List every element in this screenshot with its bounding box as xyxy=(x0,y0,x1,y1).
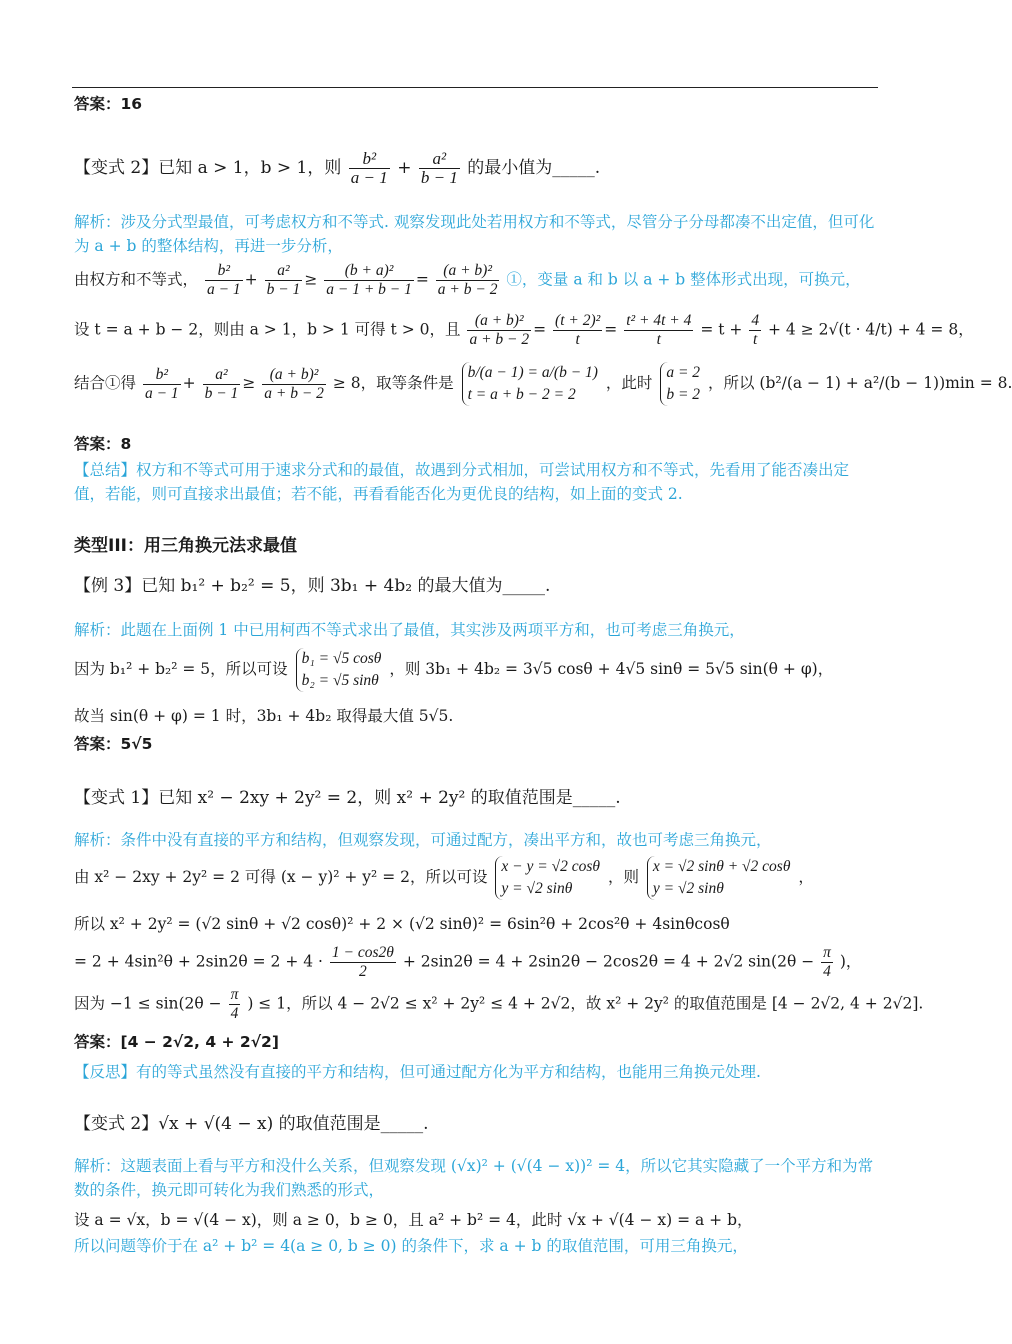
numerator: 4 xyxy=(751,312,760,329)
section-heading: 类型III：用三角换元法求最值 xyxy=(74,536,297,556)
numerator: a² xyxy=(419,150,460,169)
numerator: t² + 4t + 4 xyxy=(626,312,692,329)
answer-line: 答案：16 xyxy=(74,95,143,113)
solution-text: 因为 −1 ≤ sin(2θ − xyxy=(74,994,222,1013)
numerator: (a + b)² xyxy=(436,262,500,281)
solution-line xyxy=(74,944,878,981)
answer-line: 答案：[4 − 2√2, 4 + 2√2] xyxy=(74,1033,279,1051)
numerator: (a + b)² xyxy=(262,366,326,385)
question-variant-1: 【变式 1】已知 x² − 2xy + 2y² = 2，则 x² + 2y² 的取值范围是_____. xyxy=(74,788,621,808)
solution-text: 由权方和不等式， xyxy=(74,270,199,289)
solution-text: ①，变量 a 和 b 以 a + b 整体形式出现，可换元， xyxy=(506,270,861,289)
numerator: a² xyxy=(265,262,303,281)
denominator: t xyxy=(753,331,758,348)
numerator: b² xyxy=(349,150,390,169)
equation-system xyxy=(660,362,700,406)
numerator: b² xyxy=(143,366,181,385)
solution-text: 设 t = a + b − 2，则由 a > 1，b > 1 可得 t > 0，且 xyxy=(74,320,461,339)
numerator: (a + b)² xyxy=(467,312,531,331)
answer-line: 答案：8 xyxy=(74,435,132,453)
solution-line xyxy=(74,986,924,1023)
fraction xyxy=(262,366,326,403)
question-variant-2b: 【变式 2】√x + √(4 − x) 的取值范围是_____. xyxy=(74,1114,429,1134)
system-row: t = a + b − 2 = 2 xyxy=(467,386,576,403)
analysis-paragraph: 解析：此题在上面例 1 中已用柯西不等式求出了最值，其实涉及两项平方和，也可考虑三角换元， xyxy=(74,621,745,639)
solution-text: 结合①得 xyxy=(74,374,137,392)
numerator: (b + a)² xyxy=(324,262,414,281)
solution-line: 故当 sin(θ + φ) = 1 时，3b₁ + 4b₂ 取得最大值 5√5. xyxy=(74,707,454,725)
denominator: b − 1 xyxy=(420,168,458,187)
equation-system xyxy=(495,856,600,900)
denominator: 4 xyxy=(230,1005,239,1022)
system-row: b₁ = √5 cosθ xyxy=(301,650,382,667)
solution-line: 所以 x² + 2y² = (√2 sinθ + √2 cosθ)² + 2 × (√2 sinθ)² = 6sin²θ + 2cos²θ + 4sinθcosθ xyxy=(74,915,730,933)
header-rule xyxy=(72,87,878,88)
fraction xyxy=(265,262,303,299)
denominator: a − 1 xyxy=(350,168,388,187)
numerator: 1 − cos2θ xyxy=(331,944,394,961)
fraction xyxy=(419,150,460,187)
fraction xyxy=(143,366,181,403)
denominator: t xyxy=(575,331,580,348)
denominator: a + b − 2 xyxy=(437,281,498,298)
solution-text: 由 x² − 2xy + 2y² = 2 可得 (x − y)² + y² = 2，所以可设 xyxy=(74,868,488,886)
fraction xyxy=(467,312,531,349)
system-row: b = 2 xyxy=(666,386,701,403)
solution-text: )， xyxy=(839,952,862,971)
system-row: y = √2 sinθ xyxy=(652,880,724,897)
solution-line: 所以问题等价于在 a² + b² = 4(a ≥ 0, b ≥ 0) 的条件下，求 a + b 的取值范围，可用三角换元， xyxy=(74,1237,748,1255)
denominator: 2 xyxy=(359,963,367,980)
solution-text: + 4 ≥ 2√(t · 4/t) + 4 = 8， xyxy=(768,320,974,339)
solution-line: 由权方和不等式， $\frac{\text{b²}}{a - 1}$ + $\frac{\text{a²}}{b - 1}$ ≥ $\frac{\text{(b + a)²}}{a - 1 + b - 1}$ = $\frac{\text{(a + b)²}}{a + b - 2}$ ①，变量 a 和 b 以 a + b 整体形式出现，可换元， xyxy=(74,262,861,298)
denominator: b − 1 xyxy=(266,281,301,298)
solution-text: ，则 3b₁ + 4b₂ = 3√5 cosθ + 4√5 sinθ = 5√5 sin(θ + φ)， xyxy=(389,660,834,678)
system-row: b/(a − 1) = a/(b − 1) xyxy=(467,364,598,381)
fraction xyxy=(624,312,693,349)
denominator: a − 1 + b − 1 xyxy=(326,281,412,298)
fraction xyxy=(229,986,241,1023)
solution-text: ，此时 xyxy=(605,374,653,392)
equation-system xyxy=(462,362,598,406)
reflection-paragraph: 【反思】有的等式虽然没有直接的平方和结构，但可通过配方化为平方和结构，也能用三角换元处理. xyxy=(74,1063,761,1081)
numerator: π xyxy=(823,944,831,961)
fraction xyxy=(821,944,833,981)
solution-text: = 2 + 4sin²θ + 2sin2θ = 2 + 4 · xyxy=(74,952,323,971)
denominator: b − 1 xyxy=(204,384,239,402)
system-row: b₂ = √5 sinθ xyxy=(301,672,379,689)
solution-text: + 2sin2θ = 4 + 2sin2θ − 2cos2θ = 4 + 2√2 sin(2θ − xyxy=(402,952,815,971)
fraction xyxy=(203,366,241,403)
solution-text: ，则 xyxy=(607,868,639,886)
denominator: a + b − 2 xyxy=(264,384,324,402)
answer-line: 答案：5√5 xyxy=(74,735,153,753)
solution-line: 设 t = a + b − 2，则由 a > 1，b > 1 可得 t > 0，且 $\frac{\text{(a + b)²}}{a + b - 2}$ = $\frac{\text{(t + 2)²}}{t}$ = $\frac{\text{t² + 4t + 4}}{t}$ = t + $\frac{4}{t}$ + 4 ≥ 2√(t · 4/t) + 4 = 8， xyxy=(74,312,974,348)
solution-text: ) ≤ 1，所以 4 − 2√2 ≤ x² + 2y² ≤ 4 + 2√2，故 x² + 2y² 的取值范围是 [4 − 2√2, 4 + 2√2]. xyxy=(247,994,924,1013)
solution-line: 结合①得 $\frac{\text{b²}}{a - 1}$ + $\frac{\text{a²}}{b - 1}$ ≥ $\frac{\text{(a + b)²}}{a + b - 2}$ ≥ 8，取等条件是 b/(a − 1) = a/(b − 1) t = a + b − 2 = 2 ，此时 a = 2 b = 2 ，所以 (b²/(a − 1) + a²/(b − 1))min = 8. xyxy=(74,362,878,406)
solution-text: 因为 b₁² + b₂² = 5，所以可设 xyxy=(74,660,288,678)
fraction xyxy=(749,312,761,349)
fraction xyxy=(436,262,500,299)
question-text: 的最小值为_____. xyxy=(467,158,601,178)
denominator: a + b − 2 xyxy=(469,331,530,348)
solution-text: ， xyxy=(798,868,814,886)
solution-text: ≥ 8，取等条件是 xyxy=(332,374,454,392)
solution-line xyxy=(74,648,878,692)
question-variant-2 xyxy=(74,150,878,187)
operator: + xyxy=(397,158,412,178)
summary-paragraph: 【总结】权方和不等式可用于速求分式和的最值，故遇到分式相加，可尝试用权方和不等式，先看用了能否凑出定值，若能，则可直接求出最值；若不能，再看看能否化为更优良的结构，如上面的变式 2. xyxy=(74,461,850,503)
fraction xyxy=(330,944,396,981)
system-row: y = √2 sinθ xyxy=(501,880,573,897)
question-text: 【变式 2】已知 a > 1，b > 1，则 xyxy=(74,158,342,178)
question-example-3: 【例 3】已知 b₁² + b₂² = 5，则 3b₁ + 4b₂ 的最大值为_____. xyxy=(74,576,551,596)
fraction xyxy=(324,262,414,299)
analysis-paragraph: 解析：这题表面上看与平方和没什么关系，但观察发现 (√x)² + (√(4 − x))² = 4，所以它其实隐藏了一个平方和为常数的条件，换元即可转化为我们熟悉的形式， xyxy=(74,1157,874,1199)
solution-text: ，所以 (b²/(a − 1) + a²/(b − 1))min = 8. xyxy=(708,374,1012,392)
numerator: (t + 2)² xyxy=(555,312,601,329)
numerator: a² xyxy=(203,366,241,385)
numerator: π xyxy=(230,986,239,1003)
denominator: t xyxy=(656,331,661,348)
system-row: x = √2 sinθ + √2 cosθ xyxy=(652,858,791,875)
numerator: b² xyxy=(205,262,243,281)
denominator: a − 1 xyxy=(206,281,241,298)
denominator: 4 xyxy=(823,963,831,980)
solution-text: = t + xyxy=(700,320,743,339)
solution-line xyxy=(74,856,878,900)
analysis-paragraph: 解析：条件中没有直接的平方和结构，但观察发现，可通过配方，凑出平方和，故也可考虑三角换元， xyxy=(74,831,772,849)
fraction xyxy=(205,262,243,299)
equation-system xyxy=(647,856,791,900)
system-row: a = 2 xyxy=(666,364,701,381)
denominator: a − 1 xyxy=(144,384,179,402)
analysis-paragraph: 解析：涉及分式型最值，可考虑权方和不等式. 观察发现此处若用权方和不等式，尽管分子分母都凑不出定值，但可化为 a + b 的整体结构，再进一步分析， xyxy=(74,213,875,255)
solution-line: 设 a = √x，b = √(4 − x)，则 a ≥ 0，b ≥ 0，且 a² + b² = 4，此时 √x + √(4 − x) = a + b， xyxy=(74,1211,753,1229)
system-row: x − y = √2 cosθ xyxy=(501,858,601,875)
fraction xyxy=(349,150,390,187)
fraction xyxy=(553,312,602,349)
equation-system xyxy=(296,648,382,692)
